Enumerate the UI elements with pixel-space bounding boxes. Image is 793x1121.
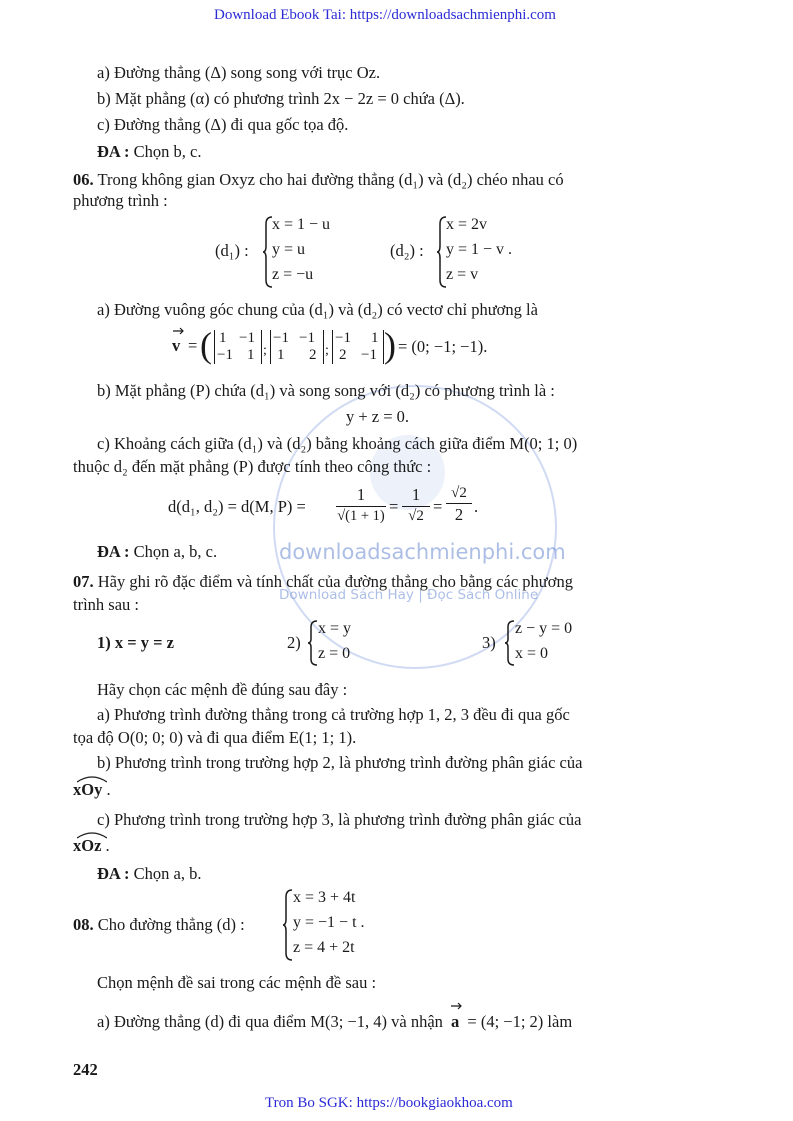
answer-label: ĐA : <box>97 542 130 561</box>
brace-icon <box>308 620 318 666</box>
equals-sign: = <box>389 497 399 516</box>
q08-option-a-tail: = (4; −1; 2) làm <box>467 1012 573 1031</box>
q08-stem <box>73 915 245 935</box>
q07-option-a-line2: tọa độ O(0; 0; 0) và đi qua điểm E(1; 1; 1). <box>73 728 357 747</box>
equals-sign: = <box>188 336 198 355</box>
watermark-tagline: Download Sách Hay | Đọc Sách Online <box>279 587 539 603</box>
case-3-eq-1: z − y = 0 <box>515 620 573 637</box>
question-number: 07. <box>73 572 94 591</box>
question-number: 08. <box>73 915 94 934</box>
header-link[interactable] <box>214 7 556 24</box>
footer-prefix: Tron Bo SGK: <box>265 1095 357 1111</box>
footer-url: https://bookgiaokhoa.com <box>356 1095 513 1111</box>
q07-stem-text: Hãy ghi rõ đặc điểm và tính chất của đường thẳng cho bằng các phương <box>93 572 573 591</box>
determinant-2 <box>270 330 324 364</box>
equals-sign: = <box>433 497 443 516</box>
q05-option-c: c) Đường thẳng (Δ) đi qua gốc tọa độ. <box>97 115 349 134</box>
det1-c: −1 <box>217 347 233 363</box>
semicolon: ; <box>325 343 329 358</box>
q08-eq-y: y = −1 − t . <box>293 914 365 931</box>
q05-answer <box>97 142 202 162</box>
q07-prompt: Hãy chọn các mệnh đề đúng sau đây : <box>97 680 348 699</box>
vector-v-formula <box>170 325 510 369</box>
vector-arrow-icon <box>173 327 185 335</box>
det1-d: 1 <box>247 347 255 363</box>
vector-a: a <box>451 1012 460 1031</box>
q06-option-c-line1: c) Khoảng cách giữa (d₁) và (d₂) bằng khoảng cách giữa điểm M(0; 1; 0) <box>97 434 578 453</box>
fraction-3-num: √2 <box>451 485 467 501</box>
answer-text: Chọn a, b, c. <box>129 542 218 561</box>
plane-equation: y + z = 0. <box>346 407 410 426</box>
q08-eq-x: x = 3 + 4t <box>293 889 356 906</box>
q07-stem-line1 <box>73 572 573 592</box>
vector-arrow-icon <box>451 1002 463 1010</box>
q08-eq-z: z = 4 + 2t <box>293 939 355 956</box>
d1-eq-z: z = −u <box>272 266 314 283</box>
case-3-label: 3) <box>482 633 496 652</box>
paren-right: ) <box>384 325 396 365</box>
q06-option-c-line2: thuộc d₂ đến mặt phẳng (P) được tính theo công thức : <box>73 457 432 476</box>
case-1: 1) x = y = z <box>97 633 174 652</box>
brace-icon <box>283 889 293 961</box>
answer-label: ĐA : <box>97 864 130 883</box>
case-3-system <box>505 620 595 668</box>
determinant-1 <box>214 330 262 364</box>
q07-stem-line2: trình sau : <box>73 595 139 614</box>
fraction-1-num: 1 <box>356 485 366 504</box>
fraction-2-den: √2 <box>408 508 424 524</box>
q08-system <box>283 889 393 961</box>
d1-system <box>263 216 383 288</box>
brace-icon <box>505 620 515 666</box>
det3-a: −1 <box>335 330 351 346</box>
fraction-1 <box>336 485 386 525</box>
header-prefix: Download Ebook Tai: <box>214 7 350 23</box>
d2-eq-x: x = 2v <box>446 216 488 233</box>
fraction-2 <box>402 485 430 525</box>
d2-eq-z: z = v <box>446 266 479 283</box>
det3-b: 1 <box>371 330 379 346</box>
q06-answer <box>97 542 217 562</box>
det2-c: 1 <box>277 347 285 363</box>
fraction-2-num: 1 <box>411 485 421 504</box>
semicolon: ; <box>263 343 267 358</box>
q07-answer <box>97 864 202 884</box>
angle-hat-icon <box>77 775 107 783</box>
det1-a: 1 <box>219 330 227 346</box>
d2-eq-y: y = 1 − v . <box>446 241 513 258</box>
case-2-eq-1: x = y <box>318 620 352 637</box>
det1-b: −1 <box>239 330 255 346</box>
det2-b: −1 <box>299 330 315 346</box>
d1-label: (d₁) : <box>215 241 249 260</box>
d2-label: (d₂) : <box>390 241 424 260</box>
fraction-1-den: √(1 + 1) <box>337 508 385 524</box>
q07-option-c-line2: xOz . <box>73 836 110 856</box>
q05-option-a: a) Đường thẳng (Δ) song song với trục Oz. <box>97 63 381 82</box>
q08-option-a-text: a) Đường thẳng (d) đi qua điểm M(3; −1, 4) và nhận <box>97 1012 443 1031</box>
q06-stem-text: Trong không gian Oxyz cho hai đường thẳng (d₁) và (d₂) chéo nhau có <box>93 170 564 189</box>
d1-eq-x: x = 1 − u <box>272 216 331 233</box>
case-2-system <box>308 620 388 668</box>
header-url: https://downloadsachmienphi.com <box>349 7 556 23</box>
q06-stem-line2: phương trình : <box>73 191 168 210</box>
footer-link[interactable] <box>265 1095 513 1112</box>
period: . <box>474 497 479 516</box>
q06-option-b: b) Mặt phẳng (P) chứa (d₁) và song song với (d₂) có phương trình là : <box>97 381 555 400</box>
det2-a: −1 <box>273 330 289 346</box>
q06-option-a: a) Đường vuông góc chung của (d₁) và (d₂) có vectơ chỉ phương là <box>97 300 538 319</box>
q08-option-a <box>97 1012 572 1032</box>
q08-prompt: Chọn mệnh đề sai trong các mệnh đề sau : <box>97 973 377 992</box>
determinant-3 <box>332 330 384 364</box>
question-number: 06. <box>73 170 94 189</box>
q07-option-c-line1: c) Phương trình trong trường hợp 3, là phương trình đường phân giác của <box>97 810 582 829</box>
angle-hat-icon <box>77 831 107 839</box>
det3-d: −1 <box>361 347 377 363</box>
d2-system <box>437 216 557 288</box>
answer-label: ĐA : <box>97 142 130 161</box>
q05-option-b: b) Mặt phẳng (α) có phương trình 2x − 2z = 0 chứa (Δ). <box>97 89 465 108</box>
answer-text: Chọn a, b. <box>129 864 202 883</box>
vector-result: = (0; −1; −1). <box>398 337 488 356</box>
fraction-3-den: 2 <box>454 505 464 524</box>
case-2-eq-2: z = 0 <box>318 645 351 662</box>
q07-option-b-line2: xOy . <box>73 780 111 800</box>
angle-xoz: xOz <box>73 836 102 855</box>
answer-text: Chọn b, c. <box>129 142 202 161</box>
det2-d: 2 <box>309 347 317 363</box>
angle-xoy: xOy <box>73 780 103 799</box>
q07-option-a-line1: a) Phương trình đường thẳng trong cả trường hợp 1, 2, 3 đều đi qua gốc <box>97 705 570 724</box>
vector-v: v <box>172 336 181 355</box>
q08-stem-text: Cho đường thẳng (d) : <box>93 915 245 934</box>
case-3-eq-2: x = 0 <box>515 645 549 662</box>
q07-option-b-line1: b) Phương trình trong trường hợp 2, là phương trình đường phân giác của <box>97 753 583 772</box>
distance-lhs: d(d₁, d₂) = d(M, P) = <box>168 497 306 516</box>
watermark-site: downloadsachmienphi.com <box>279 540 566 564</box>
q06-stem-line1 <box>73 170 564 190</box>
case-2-label: 2) <box>287 633 301 652</box>
det3-c: 2 <box>339 347 347 363</box>
fraction-3 <box>446 485 472 525</box>
page-number: 242 <box>73 1060 98 1079</box>
d1-eq-y: y = u <box>272 241 306 258</box>
paren-left: ( <box>200 325 212 365</box>
